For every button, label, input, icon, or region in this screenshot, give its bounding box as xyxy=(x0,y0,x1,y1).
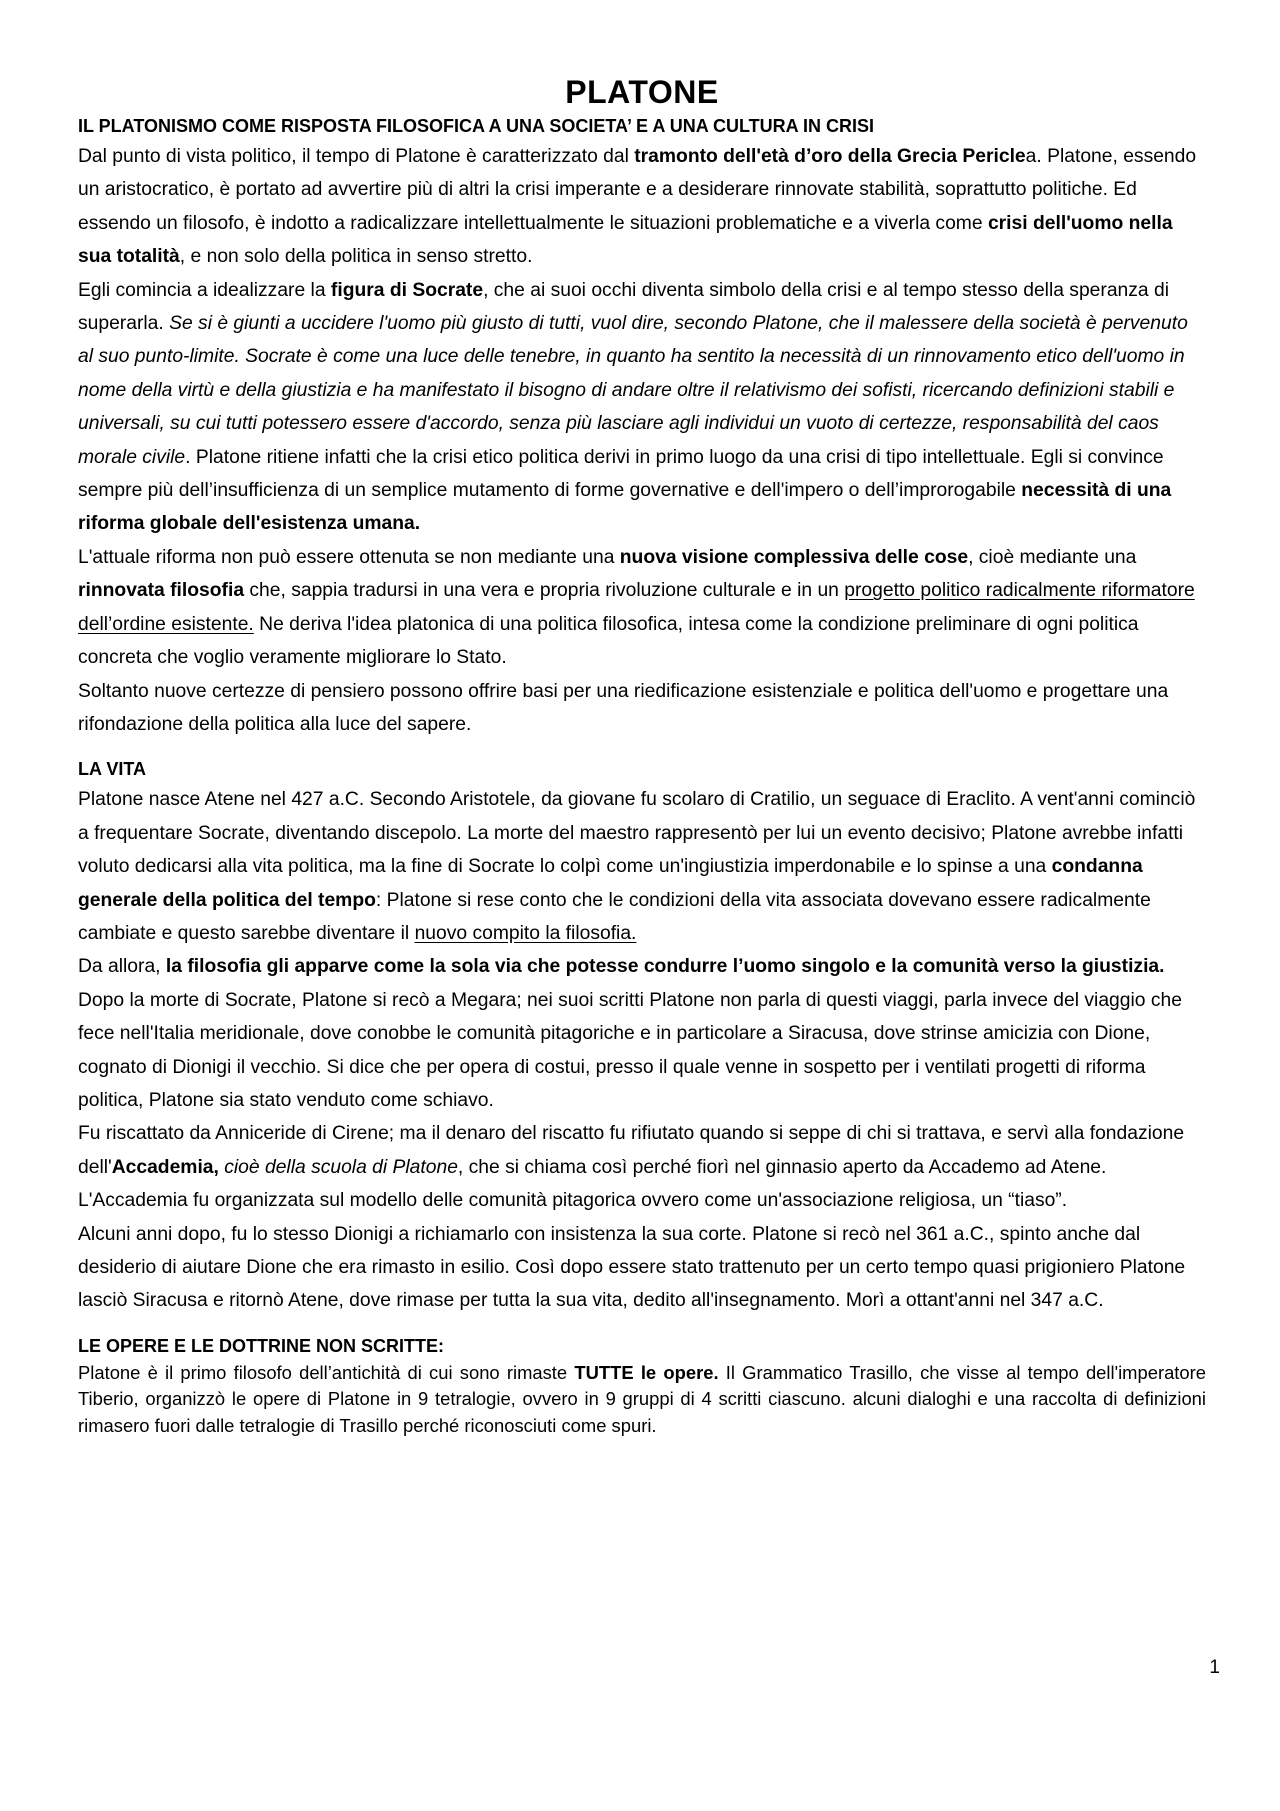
bold-text: Accademia, xyxy=(111,1156,219,1178)
bold-text: TUTTE le opere. xyxy=(574,1361,719,1383)
bold-text: tramonto dell'età d’oro della Grecia Pericle xyxy=(634,146,1026,167)
bold-text: nuova visione complessiva delle cose xyxy=(619,546,969,568)
text-run: Fu riscattato da Anniceride di Cirene; ma il denaro del riscatto fu rifiutato quando si seppe di chi si trattava, e servì alla fondazione dell' xyxy=(78,1123,1185,1178)
text-run: Ne deriva l'idea platonica di una politica filosofica, intesa come la condizione preliminare di ogni politica concreta che voglio veramente migliorare lo Stato. xyxy=(78,613,1139,669)
page-content xyxy=(78,72,1206,1439)
page-title: PLATONE xyxy=(565,74,719,110)
bold-text: condanna generale della politica del tempo xyxy=(78,856,1143,911)
vita-paragraph-3: Dopo la morte di Socrate, Platone si recò a Megara; nei suoi scritti Platone non parla di questi viaggi, parla invece del viaggio che fece nell'Italia meridionale, dove conobbe le comunità pitagoriche e in particolare a Siracusa, dove strinse amicizia con Dione, cognato di Dionigi il vecchio. Si dice che per opera di costui, presso il quale venne in sospetto per i ventilati progetti di riforma politica, Platone sia stato venduto come schiavo. xyxy=(78,989,1182,1111)
text-run: , che ai suoi occhi diventa simbolo della crisi e al tempo stesso della speranza di superarla. xyxy=(78,279,1169,335)
bold-text: rinnovata filosofia xyxy=(78,580,245,602)
underlined-text: nuovo compito la filosofia. xyxy=(414,922,637,944)
italic-text: Se si è giunti a uccidere l'uomo più giusto di tutti, vuol dire, secondo Platone, che il malessere della società è pervenuto al suo punto-limite. Socrate è come una luce delle tenebre, in quanto ha sentito la necessità di un rinnovamento etico dell'uomo in nome della virtù e della giustizia e ha manifestato il bisogno di andare oltre il relativismo dei sofisti, ricercando definizioni stabili e universali, su cui tutti potessero essere d'accordo, senza più lasciare agli individui un vuoto di certezze, responsabilità del caos morale civile xyxy=(78,313,1188,468)
text-run: Il Grammatico Trasillo, che visse al tempo dell'imperatore Tiberio, organizzò le opere di Platone in 9 tetralogie, ovvero in 9 gruppi di 4 scritti ciascuno. alcuni dialoghi e una raccolta di definizioni rimasero fuori dalle tetralogie di Trasillo perché riconosciuti come spuri. xyxy=(78,1361,1206,1436)
bold-text: crisi dell'uomo nella sua totalità xyxy=(78,212,1173,268)
text-run: Platone è il primo filosofo dell’antichità di cui sono rimaste xyxy=(78,1361,575,1383)
text-run: , cioè mediante una xyxy=(968,546,1137,568)
section-heading-vita: LA VITA xyxy=(78,759,146,780)
intro-paragraph-2 xyxy=(78,274,1206,541)
page-number: 1 xyxy=(1209,1657,1220,1678)
vita-paragraph-5: Alcuni anni dopo, fu lo stesso Dionigi a richiamarlo con insistenza la sua corte. Platone si recò nel 361 a.C., spinto anche dal desiderio di aiutare Dione che era rimasto in esilio. Così dopo essere stato trattenuto per un certo tempo quasi prigioniero Platone lasciò Siracusa e ritornò Atene, dove rimase per tutta la sua vita, dedito all'insegnamento. Morì a ottant'anni nel 347 a.C. xyxy=(78,1223,1186,1312)
intro-paragraph-1 xyxy=(78,140,1206,274)
text-run: che, sappia tradursi in una vera e propria rivoluzione culturale e in un xyxy=(244,580,845,602)
underlined-text: progetto politico radicalmente riformatore dell’ordine esistente. xyxy=(78,580,1195,635)
bold-text: figura di Socrate xyxy=(330,279,484,301)
text-run: Egli comincia a idealizzare la xyxy=(78,279,331,301)
text-run: Platone nasce Atene nel 427 a.C. Secondo Aristotele, da giovane fu scolaro di Cratilio, un seguace di Eraclito. A vent'anni cominciò a frequentare Socrate, diventando discepolo. La morte del maestro rappresentò per lui un evento decisivo; Platone avrebbe infatti voluto dedicarsi alla vita politica, ma la fine di Socrate lo colpì come un'ingiustizia imperdonabile e lo spinse a una xyxy=(78,789,1196,878)
text-run: a. Platone, essendo un aristocratico, è portato ad avvertire più di altri la crisi imperante e a desiderare rinnovate stabilità, soprattutto politiche. Ed essendo un filosofo, è indotto a radicalizzare intellettualmente le situazioni problematiche e a viverla come xyxy=(78,146,1197,234)
section-heading-opere: LE OPERE E LE DOTTRINE NON SCRITTE: xyxy=(78,1335,445,1356)
vita-paragraph-4 xyxy=(78,1117,1206,1217)
text-run: L'attuale riforma non può essere ottenuta se non mediante una xyxy=(78,546,620,568)
text-run: , che si chiama così perché fiorì nel ginnasio aperto da Accademo ad Atene. L'Accademia fu organizzata sul modello delle comunità pitagorica ovvero come un'associazione religiosa, un “tiaso”. xyxy=(78,1156,1107,1212)
text-run: , e non solo della politica in senso stretto. xyxy=(179,246,533,268)
text-run: : Platone si rese conto che le condizioni della vita associata dovevano essere radicalmente cambiate e questo sarebbe diventare il xyxy=(78,889,1151,944)
bold-text: la filosofia gli apparve come la sola via che potesse condurre l’uomo singolo e la comunità verso la giustizia. xyxy=(165,956,1165,978)
opere-paragraph-1 xyxy=(78,1360,1206,1440)
intro-paragraph-4: Soltanto nuove certezze di pensiero possono offrire basi per una riedificazione esistenziale e politica dell'uomo e progettare una rifondazione della politica alla luce del sapere. xyxy=(78,680,1169,735)
text-run: Da allora, xyxy=(78,956,166,978)
intro-paragraph-3 xyxy=(78,541,1206,675)
bold-text: necessità di una riforma globale dell'esistenza umana. xyxy=(78,480,1172,535)
text-run: . Platone ritiene infatti che la crisi etico politica derivi in primo luogo da una crisi di tipo intellettuale. Egli si convince sempre più dell’insufficienza di un semplice mutamento di forme governative e dell'impero o dell’improrogabile xyxy=(78,446,1164,502)
vita-paragraph-1 xyxy=(78,783,1206,950)
section-heading-intro: IL PLATONISMO COME RISPOSTA FILOSOFICA A UNA SOCIETA’ E A UNA CULTURA IN CRISI xyxy=(78,116,875,136)
vita-paragraph-2 xyxy=(78,950,1206,983)
italic-text: cioè della scuola di Platone xyxy=(218,1156,458,1178)
text-run: Dal punto di vista politico, il tempo di Platone è caratterizzato dal xyxy=(78,146,635,167)
